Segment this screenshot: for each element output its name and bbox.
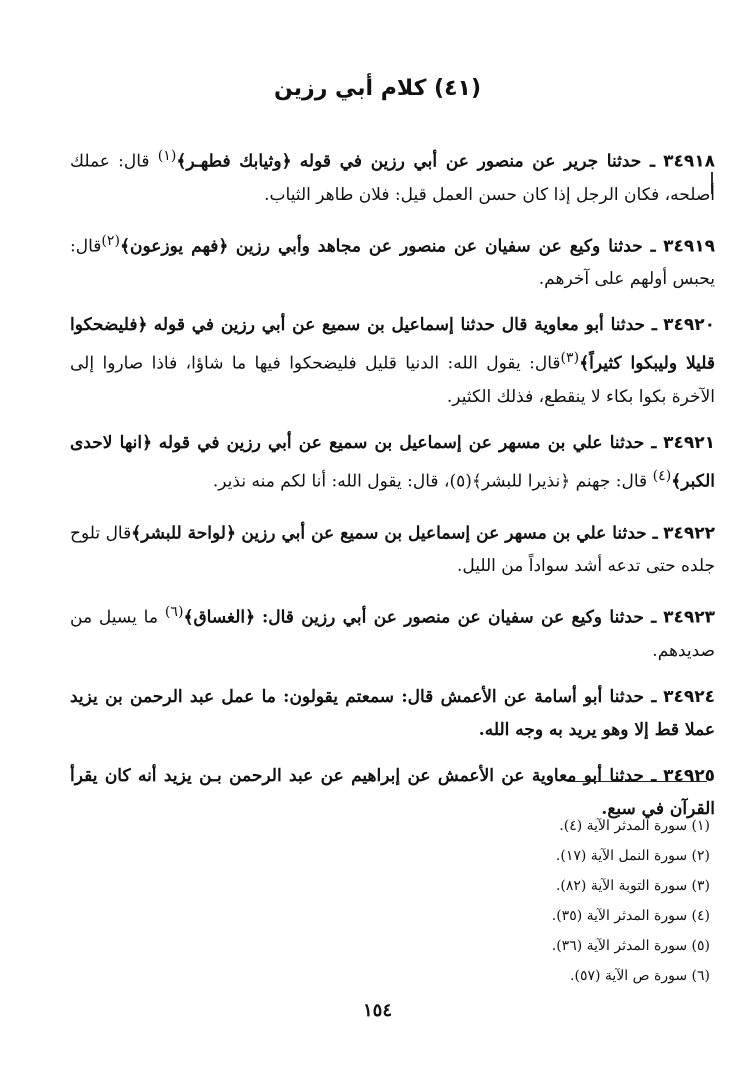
footnote-ref: (١) [157, 148, 177, 164]
footnote-divider [567, 781, 707, 782]
footnote-ref: (٢) [101, 232, 121, 249]
entry-number: ٣٤٩٢١ [663, 432, 716, 453]
footnote: (٤) سورة المدثر الآية (٣٥). [551, 908, 710, 924]
footnote: (٥) سورة المدثر الآية (٣٦). [551, 938, 710, 954]
entry-rest: قال: جهنم ﴿نذيرا للبشر﴾(٥)، قال: يقول الله: أنا لكم منه نذير. [212, 471, 653, 492]
entry-text: ـ حدثنا علي بن مسهر عن إسماعيل بن سميع عن أبي رزين [241, 523, 658, 544]
entry-text: ـ حدثنا أبو معاوية عن الأعمش عن إبراهيم عن عبد الرحمن بـن يزيد أنه كان يقرأ القرآن في سبع. [70, 765, 715, 819]
quran-quote: ﴿فليضحكوا قليلا وليبكوا كثيراً﴾ [70, 315, 715, 374]
footnote-ref: (٦) [164, 604, 184, 621]
entry-number: ٣٤٩٢٤ [663, 686, 715, 707]
footnote-ref: (٣) [560, 350, 580, 367]
entry-rest: قال: يقول الله: الدنيا قليل فليضحكوا فيها ما شاؤا، فاذا صاروا إلى الآخرة بكوا بكاء لا ينقطع، فذلك الكثير. [70, 353, 715, 407]
quran-quote: ﴿لواحة للبشر﴾ [131, 523, 236, 544]
quran-quote: ﴿فهم يوزعون﴾ [120, 236, 229, 257]
chapter-title: (٤١) كلام أبي رزين [273, 76, 482, 101]
hadith-entry [70, 140, 715, 212]
footnote-ref: (٤) [652, 467, 672, 484]
entry-rest: قال: عملك أصلحه، فكان الرجل إذا كان حسن العمل قيل: فلان طاهر الثياب. [70, 151, 715, 205]
entry-text: ـ حدثنا أبو أسامة عن الأعمش قال: سمعتم يقولون: ما عمل عبد الرحمن بن يزيد عملا قط إلا وهو يريد به وجه الله. [70, 686, 715, 740]
page-number: ١٥٤ [362, 1000, 392, 1021]
entry-rest: ما يسيل من صديدهم. [70, 607, 715, 661]
entry-text: ـ حدثنا علي بن مسهر عن إسماعيل بن سميع عن أبي رزين في قوله [158, 432, 657, 453]
footnotes [120, 811, 710, 991]
entry-text: ـ حدثنا أبو معاوية قال حدثنا إسماعيل بن سميع عن أبي رزين في قوله [153, 315, 657, 336]
quran-quote: ﴿الغساق﴾ [183, 607, 256, 628]
hadith-entry [70, 309, 715, 414]
hadith-entry [70, 596, 715, 668]
entry-text: ـ حدثنا وكيع عن سفيان عن منصور عن مجاهد وأبي رزين [235, 236, 656, 257]
entry-number: ٣٤٩٢٠ [663, 315, 716, 336]
entry-text: ـ حدثنا جرير عن منصور عن أبي رزين في قوله [299, 151, 655, 172]
footnote: (٣) سورة التوبة الآية (٨٢). [555, 878, 710, 894]
quran-quote: ﴿انها لاحدى الكبر﴾ [70, 432, 715, 492]
quran-quote: ﴿وثيابك فطهـر﴾ [176, 151, 292, 172]
entry-text: ـ حدثنا وكيع عن سفيان عن منصور عن أبي رزين قال: [261, 607, 657, 628]
entry-number: ٣٤٩١٩ [663, 236, 716, 257]
entry-number: ٣٤٩٢٢ [663, 523, 716, 544]
entry-rest: قال تلوح جلده حتى تدعه أشد سواداً من الليل. [70, 523, 715, 577]
footnote: (١) سورة المدثر الآية (٤). [559, 818, 710, 834]
footnote: (٦) سورة ص الآية (٥٧). [570, 968, 710, 984]
entry-number: ٣٤٩٢٣ [663, 607, 715, 628]
entry-number: ٣٤٩١٨ [663, 151, 716, 172]
hadith-list [70, 140, 715, 839]
hadith-entry [70, 427, 715, 499]
hadith-entry [70, 225, 715, 297]
hadith-entry [70, 512, 715, 584]
entry-number: ٣٤٩٢٥ [663, 765, 715, 786]
entry-rest: قال: يحبس أولهم على آخرهم. [70, 236, 715, 290]
hadith-entry [70, 681, 715, 747]
footnote: (٢) سورة النمل الآية (١٧). [555, 848, 710, 864]
